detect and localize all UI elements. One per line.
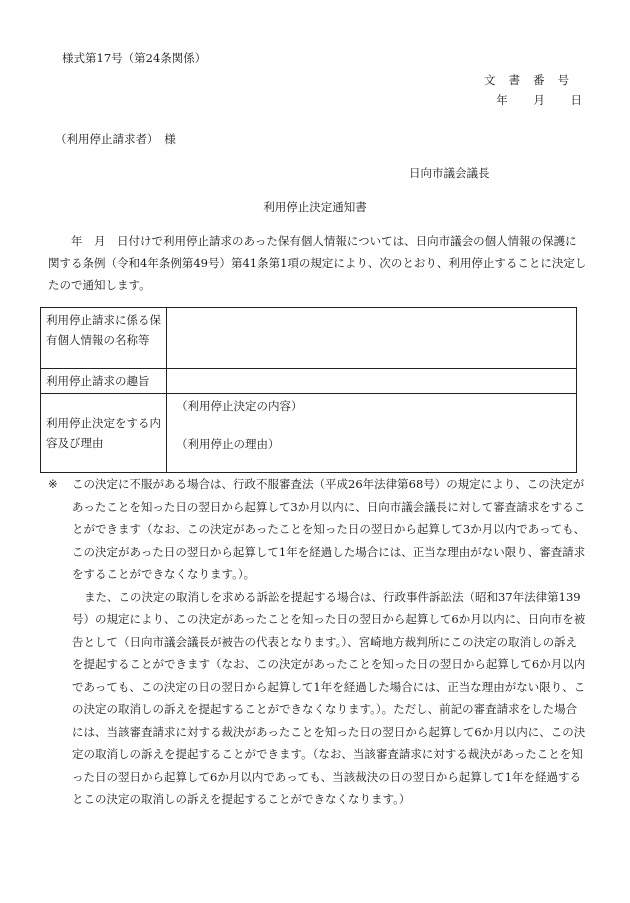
body-text: 年 月 日付けで利用停止請求のあった保有個人情報については、日向市議会の個人情報の保護に関する条例（令和4年条例第49号）第41条第1項の規定により、次のとおり、利用停止することに決定したので通知します。 bbox=[48, 234, 587, 292]
row-value bbox=[167, 369, 577, 394]
row-value bbox=[167, 308, 577, 369]
note-lawsuit: また、この決定の取消しを求める訴訟を提起する場合は、行政事件訴訟法（昭和37年法律第139号）の規定により、この決定があったことを知った日の翌日から起算して6か月以内に、日向市を被告として（日向市議会議長が被告の代表となります。）、宮崎地方裁判所にこの決定の取消しの訴えを提起することができます（なお、この決定があったことを知った日の翌日から起算して6か月以内であっても、この決定の日の翌日から起算して1年を経過した場合には、正当な理由がない限り、この決定の取消しの訴えを提起することができなくなります。）。ただし、前記の審査請求をした場合には、当該審査請求に対する裁決があったことを知った日の翌日から起算して6か月以内に、この決定の取消しの訴えを提起することができます。（なお、当該審査請求に対する裁決があったことを知った日の翌日から起算して6か月以内であっても、当該裁決の日の翌日から起算して1年を経過するとこの決定の取消しの訴えを提起することができなくなります。） bbox=[72, 589, 586, 806]
date-year: 年 bbox=[496, 93, 508, 107]
document-number-label: 文書番号 bbox=[484, 73, 582, 87]
row-value bbox=[167, 394, 577, 473]
row-label: 利用停止請求の趣旨 bbox=[41, 369, 167, 394]
row-label: 利用停止決定をする内容及び理由 bbox=[41, 394, 167, 473]
date-day: 日 bbox=[570, 93, 582, 107]
note-appeal-text: この決定に不服がある場合は、行政不服審査法（平成26年法律第68号）の規定により、この決定があったことを知った日の翌日から起算して3か月以内に、日向市議会議長に対して審査請求をすることができます（なお、この決定があったことを知った日の翌日から起算して3か月以内であっても、この決定があった日の翌日から起算して1年を経過した場合には、正当な理由がない限り、審査請求をすることができなくなります。）。 bbox=[72, 477, 586, 581]
notes-section bbox=[48, 473, 588, 811]
decision-content-label: （利用停止決定の内容） bbox=[176, 399, 303, 413]
row-label: 利用停止請求に係る保有個人情報の名称等 bbox=[41, 308, 167, 369]
date-month: 月 bbox=[533, 93, 545, 107]
table-row bbox=[41, 394, 577, 473]
addressee: （利用停止請求者） 様 bbox=[55, 132, 176, 146]
table-row bbox=[41, 369, 577, 394]
note-appeal bbox=[48, 473, 588, 586]
date-line bbox=[474, 92, 582, 108]
note-mark: ※ bbox=[48, 477, 58, 491]
document-title: 利用停止決定通知書 bbox=[263, 200, 367, 214]
info-table bbox=[40, 307, 577, 473]
issuer-name: 日向市議会議長 bbox=[409, 166, 490, 180]
form-number: 様式第17号（第24条関係） bbox=[62, 51, 207, 65]
decision-reason-label: （利用停止の理由） bbox=[176, 437, 280, 451]
table-row bbox=[41, 308, 577, 369]
body-paragraph bbox=[48, 230, 588, 296]
